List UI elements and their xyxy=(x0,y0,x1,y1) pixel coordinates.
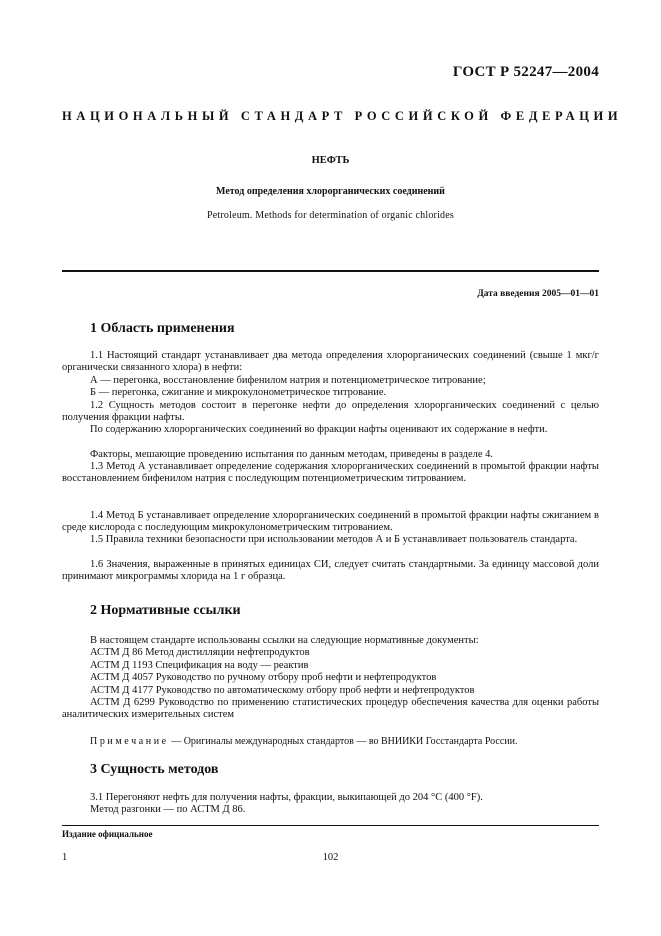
paragraph-1-2: 1.2 Сущность методов состоит в перегонке нефти до определения хлорорганических соединений с целью получения фракции нафты. xyxy=(62,400,599,424)
reference-item: АСТМ Д 4177 Руководство по автоматическому отбору проб нефти и нефтепродуктов xyxy=(90,685,475,696)
section-3-heading: 3 Сущность методов xyxy=(90,762,219,777)
reference-item: АСТМ Д 86 Метод дистилляции нефтепродуктов xyxy=(90,647,310,658)
document-title: НЕФТЬ xyxy=(311,155,350,166)
references-intro: В настоящем стандарте использованы ссылки на следующие нормативные документы: xyxy=(90,635,479,646)
method-a-line: А — перегонка, восстановление бифенилом натрия и потенциометрическое титрование; xyxy=(90,375,486,386)
paragraph-1-4: 1.4 Метод Б устанавливает определение хлорорганических соединений в промытой фракции нафты сжиганием в среде кислорода с последующим микрокулонометрическим титрованием. xyxy=(62,510,599,534)
note xyxy=(90,736,517,747)
paragraph-3-1-cont: Метод разгонки — по АСТМ Д 86. xyxy=(90,804,246,815)
reference-item: АСТМ Д 6299 Руководство по применению статистических процедур обеспечения качества для оценки работы аналитических измерительных систем xyxy=(62,697,599,721)
page-number: 102 xyxy=(322,852,339,863)
paragraph-1-3: 1.3 Метод А устанавливает определение содержания хлорорганических соединений в промытой фракции нафты восстановлением бифенилом натрия с последующим потенциометрическим титрованием. xyxy=(62,461,599,485)
note-label: Примечание xyxy=(90,736,169,747)
page-number-left: 1 xyxy=(62,852,68,863)
document-subtitle: Метод определения хлорорганических соединений xyxy=(216,186,445,197)
note-text: — Оригиналы международных стандартов — во ВНИИКИ Госстандарта России. xyxy=(168,736,518,747)
paragraph-1-2-cont: По содержанию хлорорганических соединений во фракции нафты оценивают их содержание в нефти. xyxy=(90,424,548,435)
footer-divider xyxy=(62,825,599,826)
official-edition-label: Издание официальное xyxy=(62,829,153,839)
header-divider xyxy=(62,270,599,272)
paragraph-factors: Факторы, мешающие проведению испытания по данным методам, приведены в разделе 4. xyxy=(90,449,494,460)
section-2-heading: 2 Нормативные ссылки xyxy=(90,603,241,618)
paragraph-1-6: 1.6 Значения, выраженные в принятых единицах СИ, следует считать стандартными. За единицу массовой доли принимают микрограммы хлорида на 1 г образца. xyxy=(62,559,599,583)
standard-code: ГОСТ Р 52247—2004 xyxy=(452,64,599,80)
paragraph-1-5: 1.5 Правила техники безопасности при использовании методов А и Б устанавливает пользователь стандарта. xyxy=(90,534,578,545)
method-b-line: Б — перегонка, сжигание и микрокулонометрическое титрование. xyxy=(90,387,387,398)
paragraph-3-1: 3.1 Перегоняют нефть для получения нафты, фракции, выкипающей до 204 °С (400 °F). xyxy=(90,792,483,803)
english-title: Petroleum. Methods for determination of organic chlorides xyxy=(207,210,454,221)
section-1-heading: 1 Область применения xyxy=(90,321,235,336)
reference-item: АСТМ Д 1193 Спецификация на воду — реактив xyxy=(90,660,309,671)
paragraph-1-1: 1.1 Настоящий стандарт устанавливает два метода определения хлорорганических соединений (свыше 1 мкг/г органически связанного хлора) в нефти: xyxy=(62,350,599,374)
national-standard-banner: НАЦИОНАЛЬНЫЙ СТАНДАРТ РОССИЙСКОЙ ФЕДЕРАЦИИ xyxy=(62,109,623,123)
reference-item: АСТМ Д 4057 Руководство по ручному отбору проб нефти и нефтепродуктов xyxy=(90,672,437,683)
introduction-date: Дата введения 2005—01—01 xyxy=(477,289,599,299)
